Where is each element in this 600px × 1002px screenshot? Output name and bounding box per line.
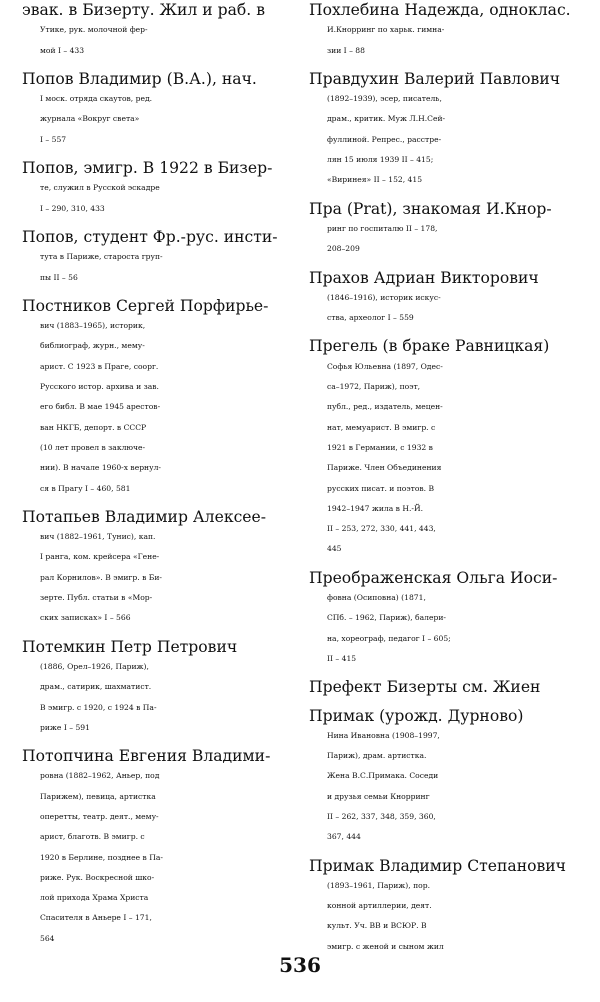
index-entry [309,69,585,191]
entry-line: риже I – 591 [40,722,90,732]
index-entry [22,158,304,219]
index-entry [309,336,585,559]
entry-line: нии). В начале 1960-х вернул- [40,463,161,473]
entry-line: Потопчина Евгения Владими- [22,747,271,766]
entry-line: Прахов Адриан Викторович [309,268,539,287]
entry-line: те, служил в Русской эскадре [40,183,160,193]
entry-line: журнала «Вокруг света» [40,114,140,124]
entry-line: 367, 444 [327,832,361,842]
entry-line: 564 [40,933,55,943]
entry-line: СПб. – 1962, Париж), балери- [327,613,446,623]
entry-line: лян 15 июля 1939 II – 415; [327,155,434,165]
entry-line: и друзья семьи Кнорринг [327,791,430,801]
entry-line: В эмигр. с 1920, с 1924 в Па- [40,702,157,712]
entry-line: мой I – 433 [40,45,85,55]
entry-line: II – 253, 272, 330, 441, 443, [327,524,436,534]
entry-line: (10 лет провел в заключе- [40,442,146,452]
entry-line: (1886, Орел–1926, Париж), [40,661,149,671]
entry-line: 1942–1947 жила в Н.-Й. [327,503,424,513]
entry-line: Пра (Prat), знакомая И.Кнор- [309,199,552,218]
entry-line: 1921 в Германии, с 1932 в [327,442,433,452]
entry-line: русских писат. и поэтов. В [327,483,435,493]
entry-line: 1920 в Берлине, позднее в Па- [40,852,163,862]
entry-line: Префект Бизерты см. Жиен [309,678,541,697]
entry-line: ровна (1882–1962, Аньер, под [40,771,160,781]
entry-line: Париж), драм. артистка. [327,751,427,761]
entry-line: Попов, эмигр. В 1922 в Бизер- [22,159,273,178]
entry-line: Похлебина Надежда, одноклас. [309,1,571,19]
index-entry [22,0,304,61]
entry-line: рал Корнилов». В эмигр. в Би- [40,572,162,582]
entry-line: I моск. отряда скаутов, ред. [40,94,153,104]
entry-line: Спасителя в Аньере I – 171, [40,913,152,923]
entry-line: тута в Париже, староста груп- [40,252,163,262]
entry-line: вич (1883–1965), историк, [40,321,146,331]
index-entry [22,637,304,738]
entry-line: его библ. В мае 1945 арестов- [40,402,161,412]
entry-line: «Виринея» II – 152, 415 [327,175,423,185]
entry-line: оперетты, театр. деят., мему- [40,811,159,821]
entry-line: I – 557 [40,134,67,144]
entry-line: фуллиной. Репрес., расстре- [327,134,442,144]
entry-line: лой прихода Храма Христа [40,893,149,903]
entry-line: Париже. Член Объединения [327,463,442,473]
entry-line: Попов, студент Фр.-рус. инсти- [22,227,278,246]
entry-line: Софья Юльевна (1897, Одес- [327,361,443,371]
entry-line: риже. Рук. Воскресной шко- [40,872,155,882]
index-entry [309,0,585,61]
entry-line: 208–209 [327,244,360,254]
entry-line: Примак Владимир Степанович [309,856,566,875]
entry-line: (1893–1961, Париж), пор. [327,880,430,890]
entry-line: И.Кнорринг по харьк. гимна- [327,25,445,35]
entry-line: Потапьев Владимир Алексее- [22,507,267,526]
entry-line: ся в Прагу I – 460, 581 [40,483,131,493]
entry-line: Преображенская Ольга Иоси- [309,568,558,587]
entry-line: (1846–1916), историк искус- [327,292,441,302]
left-column [22,0,304,957]
entry-line: ринг по госпиталю II – 178, [327,223,438,233]
entry-line: библиограф, журн., мему- [40,341,145,351]
entry-line: (1892–1939), эсер, писатель, [327,94,442,104]
index-entry [309,706,585,848]
entry-line: Парижем), певица, артистка [40,791,156,801]
entry-line: культ. Уч. ВВ и ВСЮР. В [327,921,427,931]
index-entry [22,296,304,499]
index-entry [22,69,304,150]
entry-line: зерте. Публ. статьи в «Мор- [40,593,153,603]
entry-line: драм., критик. Муж Л.Н.Сей- [327,114,446,124]
entry-line: II – 415 [327,653,357,663]
entry-line: эвак. в Бизерту. Жил и раб. в [22,1,265,19]
entry-line: зии I – 88 [327,45,365,55]
entry-line: арист, благотв. В эмигр. с [40,832,145,842]
entry-line: пы II – 56 [40,272,78,282]
index-entry [309,199,585,260]
entry-line: Правдухин Валерий Павлович [309,69,561,88]
entry-line: конной артиллерии, деят. [327,901,432,911]
entry-line: Попов Владимир (В.А.), нач. [22,69,257,88]
entry-line: арист. С 1923 в Праге, соорг. [40,361,159,371]
page-number: 536 [279,953,321,977]
entry-line: Примак (урожд. Дурново) [309,706,524,725]
entry-line: ских записках» I – 566 [40,613,131,623]
index-entry [309,856,585,957]
entry-line: I ранга, ком. крейсера «Гене- [40,552,160,562]
entry-line: са–1972, Париж), поэт, [327,382,421,392]
entry-line: фовна (Осиповна) (1871, [327,593,426,603]
right-column [309,0,585,965]
entry-line: Постников Сергей Порфирье- [22,296,269,315]
entry-line: Утике, рук. молочной фер- [40,25,148,35]
entry-line: ства, археолог I – 559 [327,313,414,323]
entry-line: II – 262, 337, 348, 359, 360, [327,811,436,821]
index-entry [22,746,304,949]
entry-line: публ., ред., издатель, мецен- [327,402,443,412]
entry-line: драм., сатирик, шахматист. [40,682,152,692]
entry-line: Жена В.С.Примака. Соседи [327,771,439,781]
index-entry [309,568,585,669]
entry-line: I – 290, 310, 433 [40,203,105,213]
entry-line: Нина Ивановна (1908–1997, [327,730,440,740]
index-entry [22,507,304,629]
entry-line: вич (1882–1961, Тунис), кап. [40,532,156,542]
entry-line: эмигр. с женой и сыном жил [327,941,444,951]
entry-line: Потемкин Петр Петрович [22,637,238,656]
entry-line: Прегель (в браке Равницкая) [309,337,550,356]
entry-line: на, хореограф, педагог I – 605; [327,633,451,643]
entry-line: ван НКГБ, депорт. в СССР [40,422,147,432]
entry-line: нат, мемуарист. В эмигр. с [327,422,436,432]
entry-line: Русского истор. архива и зав. [40,382,159,392]
index-entry [22,227,304,288]
entry-line: 445 [327,544,342,554]
index-entry [309,268,585,329]
index-entry [309,677,585,697]
